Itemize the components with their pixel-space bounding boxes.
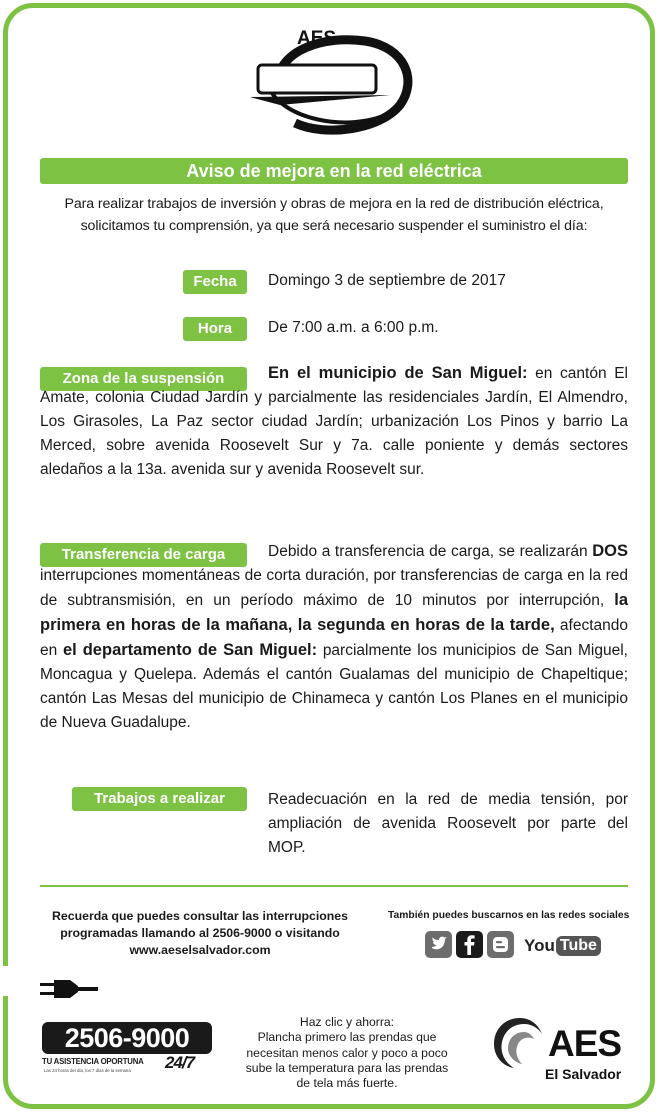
youtube-tube: Tube: [556, 936, 601, 956]
tip-line-3: necesitan menos calor y poco a poco: [246, 1045, 448, 1060]
tip-line-4: sube la temperatura para las prendas: [245, 1060, 449, 1075]
social-text: También puedes buscarnos en las redes sociales: [388, 910, 630, 921]
intro-text: [40, 193, 628, 237]
phone-small-text: Las 24 horas del día, los 7 días de la semana: [44, 1068, 131, 1073]
trans-text-1: Debido a transferencia de carga, se realizarán: [268, 543, 593, 560]
phone-number[interactable]: 2506-9000: [42, 1022, 212, 1054]
trabajos-text: Readecuación en la red de media tensión, por ampliación de avenida Roosevelt por parte del MOP.: [268, 791, 628, 856]
zona-paragraph: [40, 361, 628, 482]
zona-text: en cantón El Amate, colonia Ciudad Jardín y parcialmente las residenciales Jardín, El Almendro, Los Girasoles, La Paz sector ciudad Jardín; urbanización Los Pinos y barrio La Merced, sobre avenida Roosevelt Sur y 7a. calle poniente y demás sectores aledaños a la 13a. avenida sur y avenida Roosevelt sur.: [40, 365, 628, 478]
phone-tagline: TU ASISTENCIA OPORTUNA: [42, 1057, 144, 1066]
logo-brand-text: AES: [297, 28, 337, 49]
trans-text-4: parcialmente los municipios de San Miguel, Moncagua y Quelepa. Además el cantón Gualamas del municipio de Chapeltique; cantón Las Mesas del municipio de Chinameca y cantón Los Planes en el municipio de Nueva Guadalupe.: [40, 642, 628, 731]
trabajos-label: Trabajos a realizar: [72, 787, 247, 811]
trans-bold-1: DOS: [592, 542, 628, 560]
blogger-icon[interactable]: [487, 931, 514, 958]
consult-text: [30, 908, 370, 959]
page-title: Aviso de mejora en la red eléctrica: [40, 158, 628, 184]
plug-icon: [40, 978, 98, 1000]
zona-label: Zona de la suspensión: [40, 367, 247, 391]
social-icons: [425, 931, 601, 961]
trans-bold-2: la primera en horas de la mañana, la segunda en horas de la tarde,: [40, 591, 628, 634]
intro-line-1: Para realizar trabajos de inversión y obras de mejora en la red de distribución eléctrica,: [64, 196, 604, 212]
tip-line-5: de tela más fuerte.: [296, 1076, 398, 1091]
zona-lead: En el municipio de San Miguel:: [268, 364, 528, 382]
website-link[interactable]: www.aeselsalvador.com: [129, 943, 271, 957]
fecha-label: Fecha: [183, 270, 247, 294]
aes-logo-text: AES: [548, 1023, 622, 1064]
fecha-value: Domingo 3 de septiembre de 2017: [268, 272, 506, 289]
transferencia-paragraph: [40, 539, 628, 735]
tip-line-2: Plancha primero las prendas que: [257, 1030, 437, 1045]
trans-bold-3: el departamento de San Miguel:: [62, 641, 318, 659]
divider: [40, 885, 628, 887]
aes-logo-icon: [490, 1012, 550, 1072]
intro-line-2: solicitamos tu comprensión, ya que será necesario suspender el suministro el día:: [80, 218, 588, 234]
facebook-icon[interactable]: [456, 931, 483, 958]
transferencia-label: Transferencia de carga: [40, 543, 247, 567]
energy-tip: [222, 1015, 472, 1091]
aes-logo-subtitle: El Salvador: [545, 1066, 622, 1082]
hora-label: Hora: [183, 317, 247, 341]
consult-line-2: programadas llamando al 2506-9000 o visitando: [60, 926, 340, 940]
phone-247: 24/7: [165, 1053, 195, 1072]
tip-line-1: Haz clic y ahorra:: [299, 1015, 395, 1029]
hora-value: De 7:00 a.m. a 6:00 p.m.: [268, 319, 439, 336]
trans-text-3: afectando en: [40, 617, 628, 659]
trans-text-2: interrupciones momentáneas de corta duración, por transferencias de carga en la red de subtransmisión, en un período máximo de 10 minutos por interrupción,: [40, 567, 628, 609]
youtube-icon[interactable]: [524, 931, 601, 961]
youtube-you: You: [524, 936, 555, 955]
consult-line-1: Recuerda que puedes consultar las interrupciones: [52, 909, 348, 923]
twitter-icon[interactable]: [425, 931, 452, 958]
